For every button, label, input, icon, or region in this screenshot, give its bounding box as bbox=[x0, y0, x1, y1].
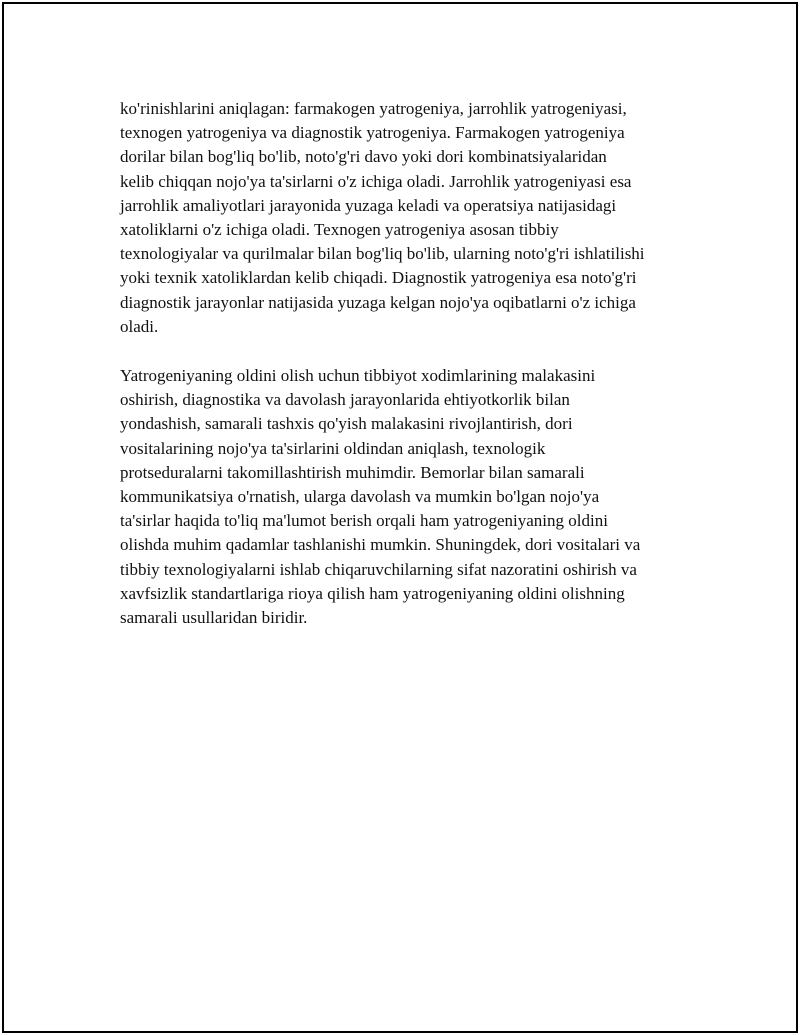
document-page bbox=[2, 2, 798, 1033]
document-body bbox=[120, 97, 710, 655]
paragraph-iatrogeny-prevention: Yatrogeniyaning oldini olish uchun tibbiyot xodimlarining malakasini oshirish, diagnostika va davolash jarayonlarida ehtiyotkorlik bilan yondashish, samarali tashxis qo'yish malakasini rivojlantirish, dori vositalarining nojo'ya ta'sirlarini oldindan aniqlash, texnologik protseduralarni takomillashtirish muhimdir. Bemorlar bilan samarali kommunikatsiya o'rnatish, ularga davolash va mumkin bo'lgan nojo'ya ta'sirlar haqida to'liq ma'lumot berish orqali ham yatrogeniyaning oldini olishda muhim qadamlar tashlanishi mumkin. Shuningdek, dori vositalari va tibbiy texnologiyalarni ishlab chiqaruvchilarning sifat nazoratini oshirish va xavfsizlik standartlariga rioya qilish ham yatrogeniyaning oldini olishning samarali usullaridan biridir. bbox=[120, 366, 641, 628]
paragraph-iatrogeny-types: ko'rinishlarini aniqlagan: farmakogen yatrogeniya, jarrohlik yatrogeniyasi, texnogen yatrogeniya va diagnostik yatrogeniya. Farmakogen yatrogeniya dorilar bilan bog'liq bo'lib, noto'g'ri davo yoki dori kombinatsiyalaridan kelib chiqqan nojo'ya ta'sirlarni o'z ichiga oladi. Jarrohlik yatrogeniyasi esa jarrohlik amaliyotlari jarayonida yuzaga keladi va operatsiya natijasidagi xatoliklarni o'z ichiga oladi. Texnogen yatrogeniya asosan tibbiy texnologiyalar va qurilmalar bilan bog'liq bo'lib, ularning noto'g'ri ishlatilishi yoki texnik xatoliklardan kelib chiqadi. Diagnostik yatrogeniya esa noto'g'ri diagnostik jarayonlar natijasida yuzaga kelgan nojo'ya oqibatlarni o'z ichiga oladi. bbox=[120, 99, 645, 336]
